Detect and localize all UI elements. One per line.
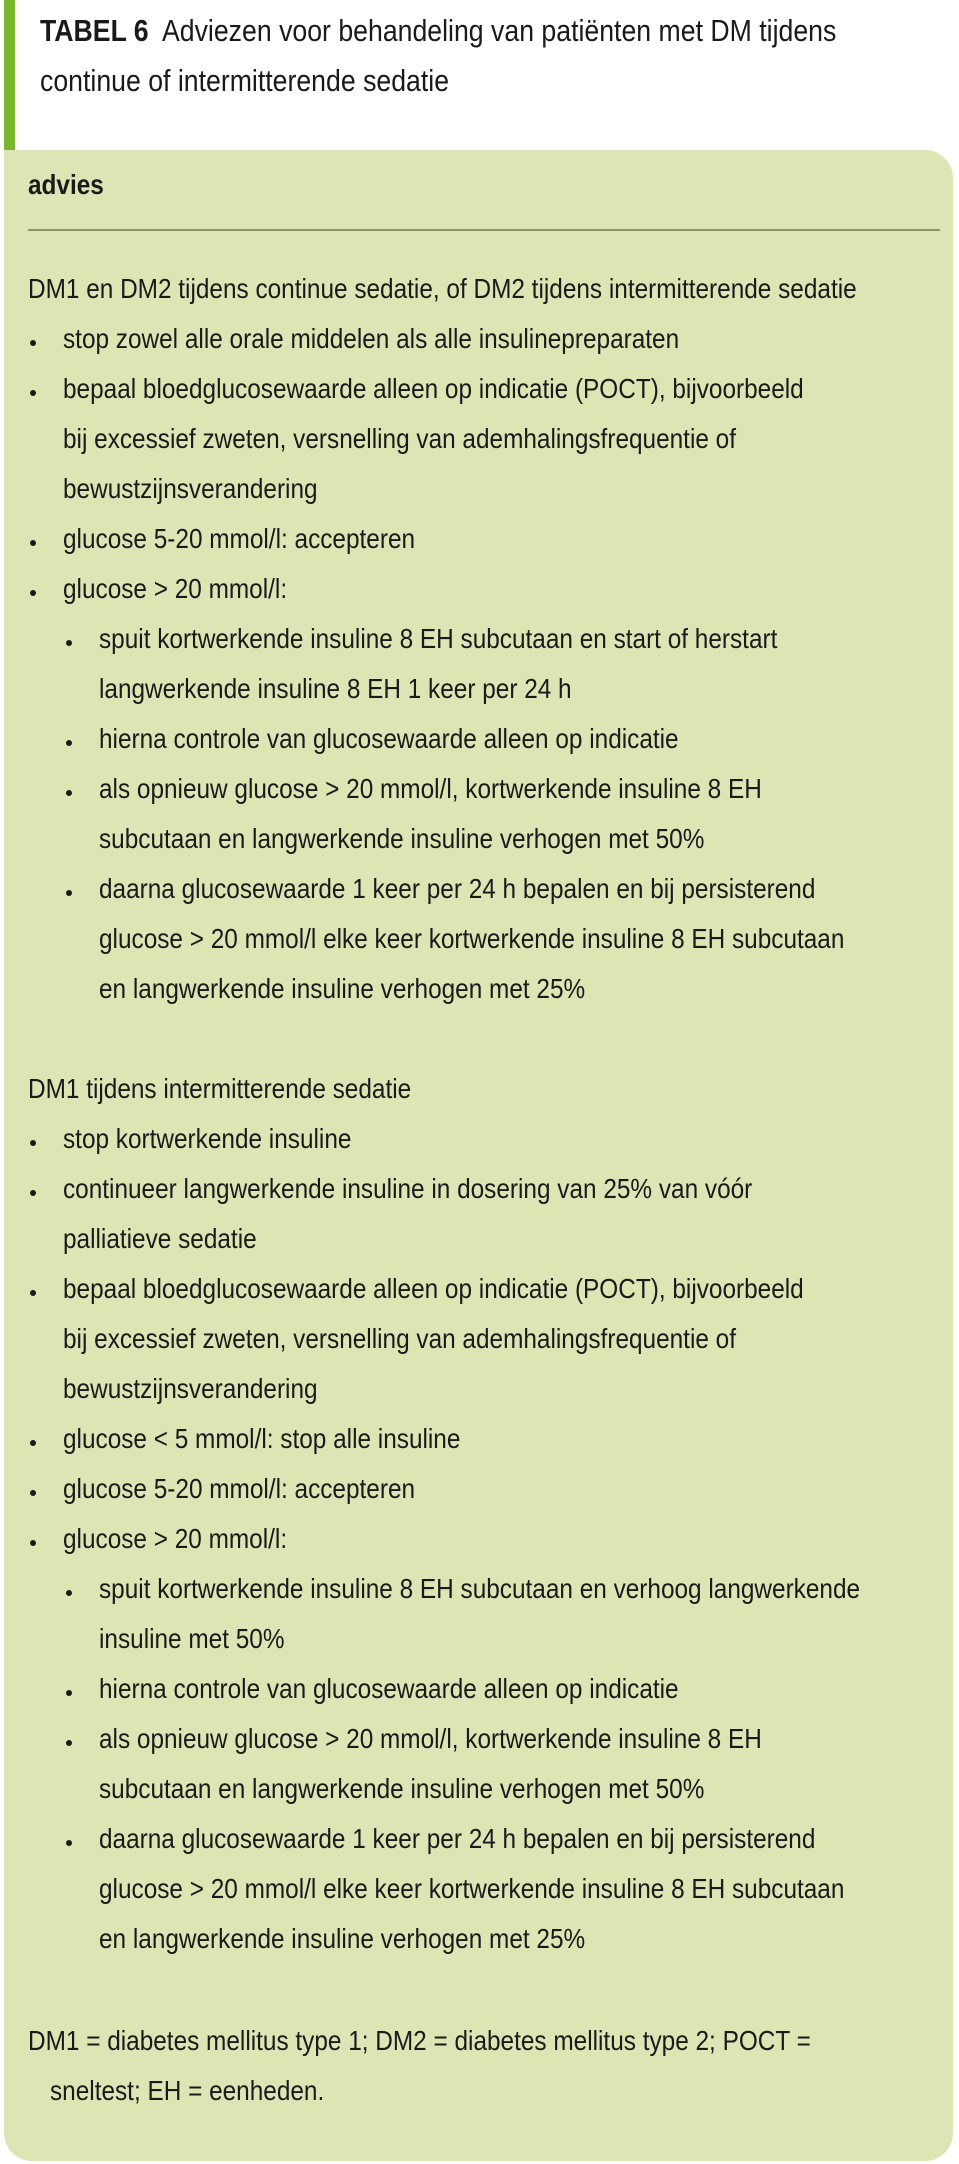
bullet-icon xyxy=(66,640,72,646)
list-item: bewustzijnsverandering xyxy=(63,1373,318,1404)
bullet-icon xyxy=(30,1290,36,1296)
sub-list-item: en langwerkende insuline verhogen met 25% xyxy=(99,1923,586,1954)
table-title-line-1: Adviezen voor behandeling van patiënten met DM tijdens xyxy=(161,13,837,48)
list-item: bij excessief zweten, versnelling van ademhalingsfrequentie of xyxy=(63,423,736,454)
list-item: glucose 5-20 mmol/l: accepteren xyxy=(63,1473,416,1504)
section-heading: DM1 en DM2 tijdens continue sedatie, of DM2 tijdens intermitterende sedatie xyxy=(28,273,857,304)
bullet-icon xyxy=(30,1190,36,1196)
list-item: glucose < 5 mmol/l: stop alle insuline xyxy=(63,1423,461,1454)
list-item: stop zowel alle orale middelen als alle insulinepreparaten xyxy=(63,323,680,354)
sub-list-item: subcutaan en langwerkende insuline verhogen met 50% xyxy=(99,1773,705,1804)
bullet-icon xyxy=(66,1590,72,1596)
section-heading: DM1 tijdens intermitterende sedatie xyxy=(28,1073,412,1104)
bullet-icon xyxy=(30,590,36,596)
bullet-icon xyxy=(66,1690,72,1696)
bullet-icon xyxy=(66,890,72,896)
sub-list-item: hierna controle van glucosewaarde alleen op indicatie xyxy=(99,1673,679,1704)
bullet-icon xyxy=(30,1490,36,1496)
sub-list-item: glucose > 20 mmol/l elke keer kortwerkende insuline 8 EH subcutaan xyxy=(99,1873,845,1904)
sub-list-item: langwerkende insuline 8 EH 1 keer per 24 h xyxy=(99,673,572,704)
list-item: glucose > 20 mmol/l: xyxy=(63,1523,288,1554)
column-header: advies xyxy=(28,169,104,200)
table-label: TABEL 6 xyxy=(40,13,149,48)
bullet-icon xyxy=(66,1740,72,1746)
table-title-line-2: continue of intermitterende sedatie xyxy=(40,63,450,98)
sub-list-item: spuit kortwerkende insuline 8 EH subcutaan en verhoog langwerkende xyxy=(99,1573,861,1604)
list-item: palliatieve sedatie xyxy=(63,1223,257,1254)
sub-list-item: en langwerkende insuline verhogen met 25% xyxy=(99,973,586,1004)
list-item: bij excessief zweten, versnelling van ademhalingsfrequentie of xyxy=(63,1323,736,1354)
sub-list-item: glucose > 20 mmol/l elke keer kortwerkende insuline 8 EH subcutaan xyxy=(99,923,845,954)
bullet-icon xyxy=(30,540,36,546)
bullet-icon xyxy=(30,1140,36,1146)
sub-list-item: subcutaan en langwerkende insuline verhogen met 50% xyxy=(99,823,705,854)
bullet-icon xyxy=(30,340,36,346)
sub-list-item: daarna glucosewaarde 1 keer per 24 h bepalen en bij persisterend xyxy=(99,873,816,904)
bullet-icon xyxy=(66,740,72,746)
bullet-icon xyxy=(66,1840,72,1846)
list-item: continueer langwerkende insuline in dosering van 25% van vóór xyxy=(63,1173,753,1204)
list-item: bewustzijnsverandering xyxy=(63,473,318,504)
sub-list-item: hierna controle van glucosewaarde alleen op indicatie xyxy=(99,723,679,754)
list-item: glucose 5-20 mmol/l: accepteren xyxy=(63,523,416,554)
list-item: bepaal bloedglucosewaarde alleen op indicatie (POCT), bijvoorbeeld xyxy=(63,1273,804,1304)
sub-list-item: daarna glucosewaarde 1 keer per 24 h bepalen en bij persisterend xyxy=(99,1823,816,1854)
footnote-line-2: sneltest; EH = eenheden. xyxy=(50,2075,325,2106)
list-item: bepaal bloedglucosewaarde alleen op indicatie (POCT), bijvoorbeeld xyxy=(63,373,804,404)
bullet-icon xyxy=(66,790,72,796)
sub-list-item: insuline met 50% xyxy=(99,1623,285,1654)
list-item: glucose > 20 mmol/l: xyxy=(63,573,288,604)
accent-bar xyxy=(4,0,15,150)
bullet-icon xyxy=(30,1540,36,1546)
sub-list-item: als opnieuw glucose > 20 mmol/l, kortwerkende insuline 8 EH xyxy=(99,1723,762,1754)
table-title xyxy=(40,14,836,48)
sub-list-item: spuit kortwerkende insuline 8 EH subcutaan en start of herstart xyxy=(99,623,778,654)
sub-list-item: als opnieuw glucose > 20 mmol/l, kortwerkende insuline 8 EH xyxy=(99,773,762,804)
footnote-line-1: DM1 = diabetes mellitus type 1; DM2 = diabetes mellitus type 2; POCT = xyxy=(28,2025,811,2056)
list-item: stop kortwerkende insuline xyxy=(63,1123,352,1154)
bullet-icon xyxy=(30,390,36,396)
bullet-icon xyxy=(30,1440,36,1446)
header-separator xyxy=(28,229,940,231)
